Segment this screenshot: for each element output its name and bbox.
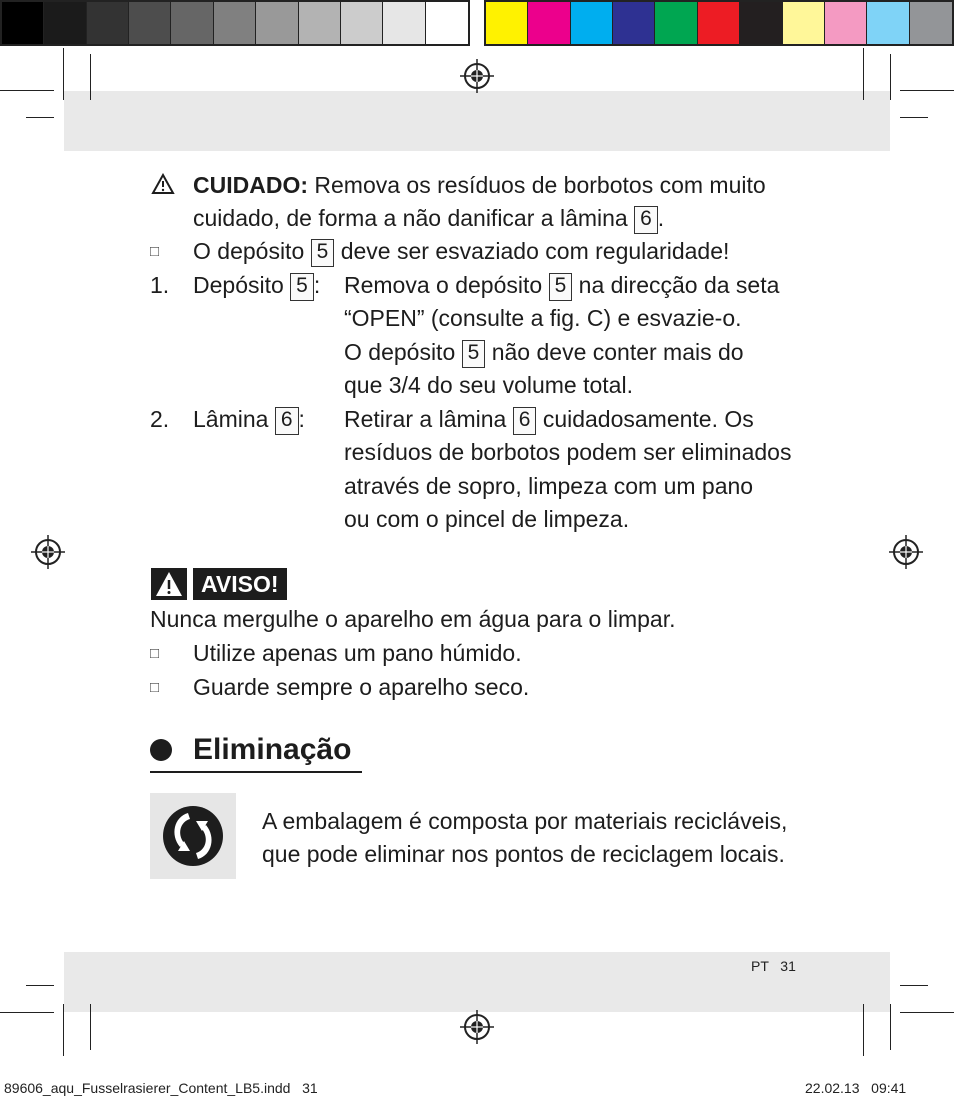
print-date: 22.02.13 09:41 bbox=[805, 1080, 907, 1096]
crop-mark bbox=[63, 48, 64, 100]
crop-mark bbox=[90, 1004, 91, 1050]
section-heading: Eliminação bbox=[193, 733, 352, 766]
tip-line: O depósito 5 deve ser esvaziado com regularidade! bbox=[193, 235, 729, 268]
warning-bullet: Utilize apenas um pano húmido. bbox=[193, 640, 522, 666]
crop-mark bbox=[890, 54, 891, 100]
process-swatch bbox=[655, 2, 697, 44]
gray-color-bar bbox=[0, 0, 470, 46]
caution-line-2: cuidado, de forma a não danificar a lâmina 6 . bbox=[193, 202, 664, 235]
step-text: ou com o pincel de limpeza. bbox=[344, 506, 630, 532]
step-text: O depósito 5 não deve conter mais do bbox=[344, 336, 744, 369]
process-color-bar bbox=[484, 0, 954, 46]
page-number: PT 31 bbox=[751, 958, 796, 974]
warning-badge bbox=[151, 568, 187, 600]
gray-swatch bbox=[426, 2, 468, 44]
heading-underline bbox=[150, 771, 362, 773]
process-swatch bbox=[528, 2, 570, 44]
gray-swatch bbox=[87, 2, 129, 44]
warning-triangle-icon bbox=[151, 568, 187, 600]
process-swatch bbox=[571, 2, 613, 44]
gray-swatch bbox=[299, 2, 341, 44]
step-text: resíduos de borbotos podem ser eliminados bbox=[344, 439, 792, 465]
step-label: Depósito 5 : bbox=[193, 269, 320, 302]
registration-mark-icon bbox=[889, 535, 923, 569]
registration-mark-icon bbox=[460, 1010, 494, 1044]
crop-mark bbox=[900, 1012, 954, 1013]
file-name: 89606_aqu_Fusselrasierer_Content_LB5.indd 31 bbox=[4, 1080, 318, 1096]
crop-mark bbox=[63, 1004, 64, 1056]
gray-swatch bbox=[214, 2, 256, 44]
process-swatch bbox=[698, 2, 740, 44]
step-number: 1. bbox=[150, 272, 170, 298]
disposal-text: A embalagem é composta por materiais recicláveis, bbox=[262, 808, 788, 834]
caution-label: CUIDADO: bbox=[193, 172, 308, 198]
crop-mark bbox=[26, 117, 54, 118]
process-swatch bbox=[740, 2, 782, 44]
step-text: “OPEN” (consulte a fig. C) e esvazie-o. bbox=[344, 305, 742, 331]
process-swatch bbox=[910, 2, 952, 44]
gray-swatch bbox=[44, 2, 86, 44]
registration-mark-icon bbox=[460, 59, 494, 93]
header-band bbox=[64, 91, 890, 151]
bullet-icon: □ bbox=[150, 243, 160, 260]
crop-mark bbox=[900, 117, 928, 118]
ref-box: 5 bbox=[290, 273, 314, 301]
process-swatch bbox=[867, 2, 909, 44]
caution-text: Remova os resíduos de borbotos com muito bbox=[314, 172, 766, 198]
step-text: Remova o depósito 5 na direcção da seta bbox=[344, 269, 779, 302]
registration-mark-icon bbox=[31, 535, 65, 569]
gray-swatch bbox=[341, 2, 383, 44]
crop-mark bbox=[0, 1012, 54, 1013]
process-swatch bbox=[613, 2, 655, 44]
gray-swatch bbox=[171, 2, 213, 44]
gray-swatch bbox=[256, 2, 298, 44]
crop-mark bbox=[863, 48, 864, 100]
crop-mark bbox=[863, 1004, 864, 1056]
ref-box: 5 bbox=[462, 340, 486, 368]
crop-mark bbox=[900, 985, 928, 986]
crop-mark bbox=[0, 90, 54, 91]
crop-mark bbox=[90, 54, 91, 100]
warning-triangle-icon bbox=[151, 173, 175, 195]
crop-mark bbox=[900, 90, 954, 91]
warning-label: AVISO! bbox=[193, 568, 287, 600]
process-swatch bbox=[825, 2, 867, 44]
process-swatch bbox=[486, 2, 528, 44]
section-bullet-icon bbox=[150, 739, 172, 761]
warning-text: Nunca mergulhe o aparelho em água para o limpar. bbox=[150, 606, 676, 632]
bullet-icon: □ bbox=[150, 679, 160, 696]
crop-mark bbox=[26, 985, 54, 986]
ref-box: 6 bbox=[513, 407, 537, 435]
ref-box: 6 bbox=[634, 206, 658, 234]
process-swatch bbox=[783, 2, 825, 44]
caution-line-1 bbox=[193, 169, 766, 202]
crop-mark bbox=[890, 1004, 891, 1050]
green-dot-icon bbox=[150, 793, 236, 879]
bullet-icon: □ bbox=[150, 645, 160, 662]
step-number: 2. bbox=[150, 406, 170, 432]
step-text: que 3/4 do seu volume total. bbox=[344, 372, 633, 398]
ref-box: 5 bbox=[311, 239, 335, 267]
step-text: Retirar a lâmina 6 cuidadosamente. Os bbox=[344, 403, 754, 436]
warning-bullet: Guarde sempre o aparelho seco. bbox=[193, 674, 530, 700]
gray-swatch bbox=[129, 2, 171, 44]
gray-swatch bbox=[2, 2, 44, 44]
step-label: Lâmina 6 : bbox=[193, 403, 305, 436]
gray-swatch bbox=[383, 2, 425, 44]
disposal-text: que pode eliminar nos pontos de reciclagem locais. bbox=[262, 841, 785, 867]
step-text: através de sopro, limpeza com um pano bbox=[344, 473, 754, 499]
ref-box: 5 bbox=[549, 273, 573, 301]
ref-box: 6 bbox=[275, 407, 299, 435]
